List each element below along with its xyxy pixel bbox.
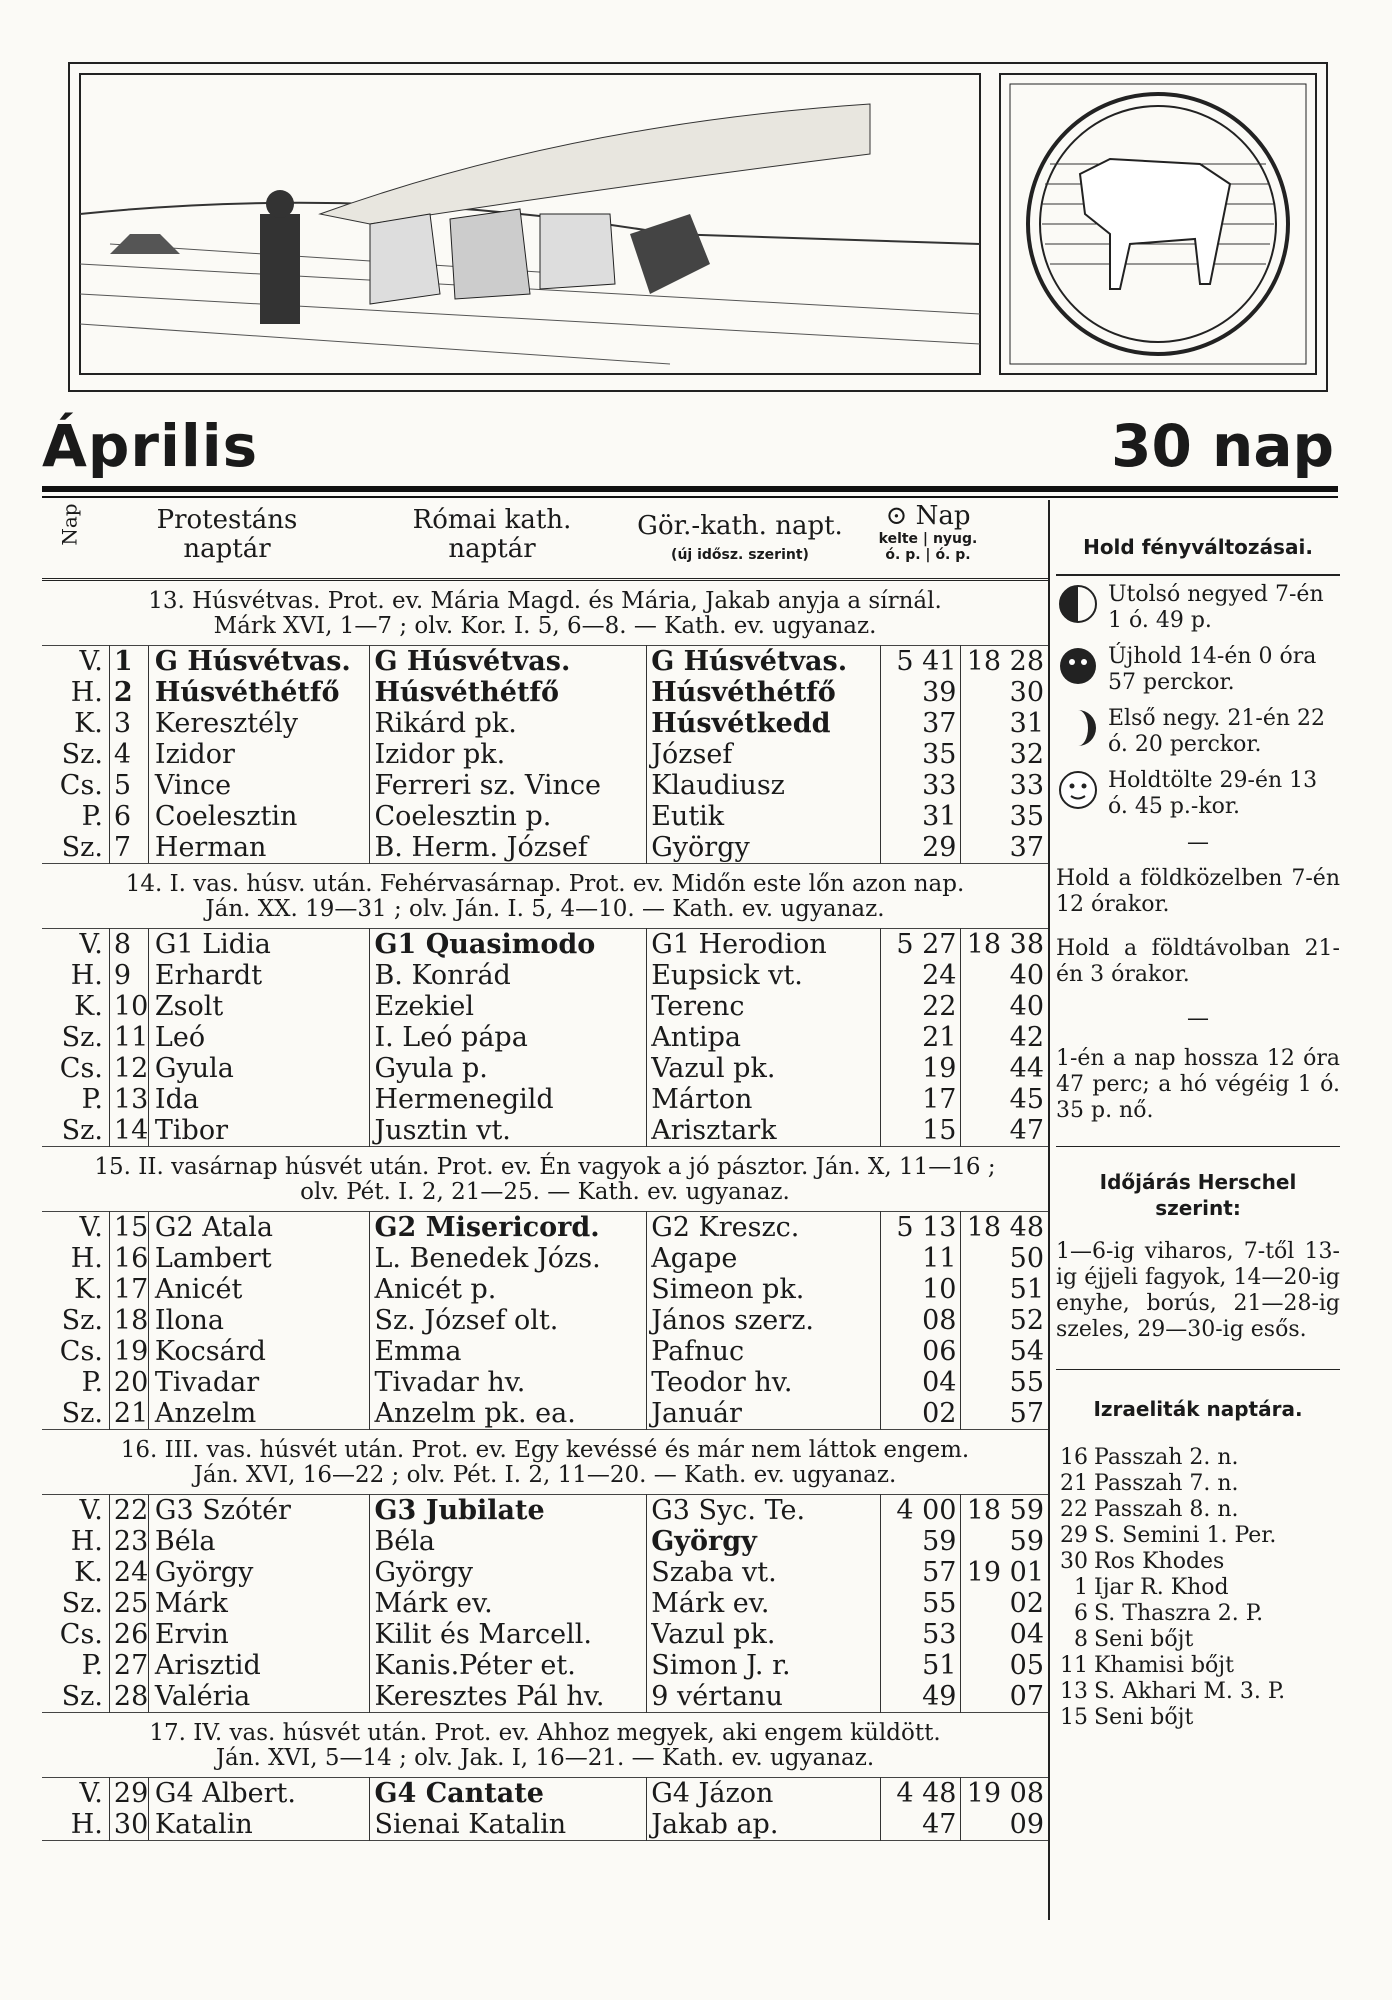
sunrise-cell: 39 xyxy=(881,677,961,708)
gor-cell: G Húsvétvas. xyxy=(647,646,881,678)
sunset-cell: 40 xyxy=(1009,991,1044,1022)
romai-cell: L. Benedek Józs. xyxy=(370,1243,647,1274)
sunset-cell: 40 xyxy=(1009,960,1044,991)
moon-phase-item xyxy=(1056,768,1340,820)
table-row xyxy=(42,1367,1048,1398)
sunset-cell: 51 xyxy=(1009,1274,1044,1305)
week-note: 13. Húsvétvas. Prot. ev. Mária Magd. és Mária, Jakab anyja a sírnál. Márk XVI, 1—7 ; olv. Kor. I. 5, 6—8. — Kath. ev. ugyanaz. xyxy=(148,588,942,639)
sunrise-cell: 22 xyxy=(881,991,961,1022)
sunrise-cell: 37 xyxy=(881,708,961,739)
gor-cell: Vazul pk. xyxy=(647,1053,881,1084)
gor-cell: Szaba vt. xyxy=(647,1557,881,1588)
sunset-cell: 18 59 xyxy=(966,1495,1044,1526)
table-row xyxy=(42,1650,1048,1681)
romai-cell: G2 Misericord. xyxy=(370,1212,647,1244)
weekday-cell: Sz. xyxy=(42,1588,109,1619)
sunrise-cell: 4 00 xyxy=(881,1495,961,1527)
weekday-cell: P. xyxy=(42,1367,109,1398)
sunset-cell: 54 xyxy=(1009,1336,1044,1367)
day-number: 3 xyxy=(114,708,149,739)
romai-header: Római kath. naptár xyxy=(412,505,572,564)
protestans-cell: 18 Ilona xyxy=(109,1305,370,1336)
romai-cell: Coelesztin p. xyxy=(370,801,647,832)
divider xyxy=(42,486,1338,492)
protestans-cell: 14 Tibor xyxy=(109,1115,370,1147)
sunset-cell: 57 xyxy=(1009,1398,1044,1429)
romai-cell: Sz. József olt. xyxy=(370,1305,647,1336)
moon-phases-list xyxy=(1056,582,1340,820)
romai-cell: Emma xyxy=(370,1336,647,1367)
protestans-cell: 25 Márk xyxy=(109,1588,370,1619)
header-illustration xyxy=(68,62,1328,392)
gor-cell: Eupsick vt. xyxy=(647,960,881,991)
protestans-cell: 7 Herman xyxy=(109,832,370,864)
moon-phases-title: Hold fényváltozásai. xyxy=(1083,535,1313,559)
sun-icon: ⊙ xyxy=(885,501,908,531)
table-row xyxy=(42,832,1048,864)
gor-cell: Márton xyxy=(647,1084,881,1115)
moon-phase-text: Utolsó negyed 7-én 1 ó. 49 p. xyxy=(1108,582,1324,633)
romai-cell: Ezekiel xyxy=(370,991,647,1022)
list-item: 21 Passzah 7. n. xyxy=(1060,1471,1239,1496)
table-row xyxy=(42,991,1048,1022)
romai-cell: Jusztin vt. xyxy=(370,1115,647,1147)
week-note: 17. IV. vas. húsvét után. Prot. ev. Ahhoz megyek, aki engem küldött. Ján. XVI, 5—14 ; olv. Jak. I, 16—21. — Kath. ev. ugyanaz. xyxy=(149,1720,941,1771)
weekday-cell: K. xyxy=(42,1274,109,1305)
sunrise-cell: 19 xyxy=(881,1053,961,1084)
day-number: 10 xyxy=(113,991,149,1022)
romai-cell: Keresztes Pál hv. xyxy=(370,1681,647,1713)
izraelita-list xyxy=(1056,1444,1291,1732)
table-row xyxy=(42,1336,1048,1367)
day-number: 7 xyxy=(114,832,149,863)
protestans-cell: 11 Leó xyxy=(109,1022,370,1053)
day-number: 15 xyxy=(113,1212,149,1243)
weekday-cell: K. xyxy=(42,991,109,1022)
table-row xyxy=(42,739,1048,770)
sunrise-cell: 4 48 xyxy=(881,1778,961,1810)
weekday-cell: H. xyxy=(42,1809,109,1841)
day-number: 2 xyxy=(114,677,149,708)
protestans-cell: 2 Húsvéthétfő xyxy=(109,677,370,708)
romai-cell: B. Konrád xyxy=(370,960,647,991)
romai-cell: Tivadar hv. xyxy=(370,1367,647,1398)
table-row xyxy=(42,929,1048,961)
sunrise-cell: 06 xyxy=(881,1336,961,1367)
list-item: 16 Passzah 2. n. xyxy=(1060,1445,1239,1470)
sun-header: ⊙ Nap kelte | nyug. ó. p. | ó. p. xyxy=(878,501,978,563)
sunset-cell: 05 xyxy=(1009,1650,1044,1681)
sunrise-cell: 17 xyxy=(881,1084,961,1115)
sunset-cell: 02 xyxy=(1009,1588,1044,1619)
sunset-cell: 07 xyxy=(1009,1681,1044,1712)
first-quarter-moon-icon xyxy=(1056,706,1100,750)
sunrise-cell: 5 41 xyxy=(881,646,961,678)
weekday-cell: P. xyxy=(42,801,109,832)
apogee-note: Hold a földtávolban 21-én 3 órakor. xyxy=(1056,936,1340,987)
day-number: 25 xyxy=(113,1588,149,1619)
protestans-cell: 9 Erhardt xyxy=(109,960,370,991)
protestans-cell: 8 G1 Lidia xyxy=(109,929,370,961)
weekday-cell: Sz. xyxy=(42,832,109,864)
weather-title: Időjárás Herschel szerint: xyxy=(1099,1170,1297,1220)
day-number: 1 xyxy=(114,646,149,677)
moon-phase-text: Újhold 14-én 0 óra 57 perckor. xyxy=(1108,644,1317,695)
romai-cell: G Húsvétvas. xyxy=(370,646,647,678)
weekday-cell: Cs. xyxy=(42,1053,109,1084)
gor-cell: Simeon pk. xyxy=(647,1274,881,1305)
week-table xyxy=(42,645,1048,864)
gor-cell: Simon J. r. xyxy=(647,1650,881,1681)
list-item: 8 Seni bőjt xyxy=(1074,1627,1194,1652)
week-note: 16. III. vas. húsvét után. Prot. ev. Egy kevéssé és már nem láttok engem. Ján. XVI, 16—22 ; olv. Pét. I. 2, 11—20. — Kath. ev. ugyanaz. xyxy=(120,1437,970,1488)
month-title: Április xyxy=(42,412,259,480)
weekday-cell: H. xyxy=(42,1526,109,1557)
romai-cell: G4 Cantate xyxy=(370,1778,647,1810)
sunset-cell: 19 08 xyxy=(966,1778,1044,1809)
list-item: 30 Ros Khodes xyxy=(1060,1549,1225,1574)
weekday-cell: H. xyxy=(42,960,109,991)
day-number: 29 xyxy=(113,1778,149,1809)
day-number: 27 xyxy=(113,1650,149,1681)
romai-cell: Márk ev. xyxy=(370,1588,647,1619)
sunset-cell: 37 xyxy=(1009,832,1044,863)
sunrise-cell: 51 xyxy=(881,1650,961,1681)
table-row xyxy=(42,1398,1048,1430)
table-row xyxy=(42,1115,1048,1147)
weekday-cell: P. xyxy=(42,1650,109,1681)
protestans-cell: 12 Gyula xyxy=(109,1053,370,1084)
days-count: 30 nap xyxy=(1111,412,1334,480)
sunrise-cell: 59 xyxy=(881,1526,961,1557)
gor-cell: G4 Jázon xyxy=(647,1778,881,1810)
sunrise-cell: 21 xyxy=(881,1022,961,1053)
sunset-cell: 19 01 xyxy=(966,1557,1044,1588)
protestans-cell: 28 Valéria xyxy=(109,1681,370,1713)
sunrise-cell: 02 xyxy=(881,1398,961,1430)
romai-cell: Béla xyxy=(370,1526,647,1557)
table-row xyxy=(42,1681,1048,1713)
romai-cell: Sienai Katalin xyxy=(370,1809,647,1841)
gor-cell: Terenc xyxy=(647,991,881,1022)
sunrise-cell: 5 27 xyxy=(881,929,961,961)
sunrise-cell: 57 xyxy=(881,1557,961,1588)
week-table xyxy=(42,1494,1048,1713)
moon-phase-text: Holdtölte 29-én 13 ó. 45 p.-kor. xyxy=(1108,768,1318,819)
sunset-cell: 18 38 xyxy=(966,929,1044,960)
weekday-cell: Sz. xyxy=(42,1305,109,1336)
sunrise-cell: 08 xyxy=(881,1305,961,1336)
day-number: 23 xyxy=(113,1526,149,1557)
sunrise-cell: 15 xyxy=(881,1115,961,1147)
gor-cell: 9 vértanu xyxy=(647,1681,881,1713)
gor-cell: Január xyxy=(647,1398,881,1430)
gor-cell: Pafnuc xyxy=(647,1336,881,1367)
weekday-cell: Cs. xyxy=(42,770,109,801)
sunset-cell: 50 xyxy=(1009,1243,1044,1274)
protestans-cell: 10 Zsolt xyxy=(109,991,370,1022)
week-note: 14. I. vas. húsv. után. Fehérvasárnap. Prot. ev. Midőn este lőn azon nap. Ján. XX. 19—31 ; olv. Ján. I. 5, 4—10. — Kath. ev. ugyanaz. xyxy=(125,871,965,922)
table-row xyxy=(42,960,1048,991)
romai-cell: György xyxy=(370,1557,647,1588)
sunset-cell: 35 xyxy=(1009,801,1044,832)
day-number: 24 xyxy=(113,1557,149,1588)
sunset-cell: 32 xyxy=(1009,739,1044,770)
sunrise-cell: 11 xyxy=(881,1243,961,1274)
weekday-cell: Sz. xyxy=(42,1022,109,1053)
weekday-cell: Sz. xyxy=(42,1398,109,1430)
day-number: 9 xyxy=(114,960,149,991)
gor-cell: Márk ev. xyxy=(647,1588,881,1619)
table-row xyxy=(42,1243,1048,1274)
sunset-cell: 31 xyxy=(1009,708,1044,739)
nap-header: Nap xyxy=(57,503,82,546)
protestans-cell: 17 Anicét xyxy=(109,1274,370,1305)
sunset-cell: 55 xyxy=(1009,1367,1044,1398)
table-row xyxy=(42,1526,1048,1557)
table-row xyxy=(42,1305,1048,1336)
week-note: 15. II. vasárnap húsvét után. Prot. ev. Én vagyok a jó pásztor. Ján. X, 11—16 ; olv. Pét. I. 2, 21—25. — Kath. ev. ugyanaz. xyxy=(94,1154,996,1205)
plowing-scene-image xyxy=(70,64,1326,390)
sunrise-cell: 35 xyxy=(881,739,961,770)
list-item: 6 S. Thaszra 2. P. xyxy=(1074,1601,1264,1626)
gor-cell: Agape xyxy=(647,1243,881,1274)
romai-cell: Kilit és Marcell. xyxy=(370,1619,647,1650)
weeks-container xyxy=(42,581,1048,1841)
protestans-cell: 19 Kocsárd xyxy=(109,1336,370,1367)
protestans-header: Protestáns naptár xyxy=(156,505,298,564)
table-row xyxy=(42,708,1048,739)
sunset-cell: 18 28 xyxy=(966,646,1044,677)
sunset-cell: 44 xyxy=(1009,1053,1044,1084)
sunset-cell: 45 xyxy=(1009,1084,1044,1115)
day-number: 17 xyxy=(113,1274,149,1305)
weekday-cell: K. xyxy=(42,708,109,739)
gor-cell: G2 Kreszc. xyxy=(647,1212,881,1244)
table-row xyxy=(42,1084,1048,1115)
romai-cell: G3 Jubilate xyxy=(370,1495,647,1527)
sunrise-cell: 10 xyxy=(881,1274,961,1305)
protestans-cell: 5 Vince xyxy=(109,770,370,801)
divider xyxy=(42,496,1338,498)
gor-header: Gör.-kath. napt. (új idősz. szerint) xyxy=(637,511,843,563)
weather-text: 1—6-ig viharos, 7-től 13-ig éjjeli fagyok, 14—20-ig enyhe, borús, 21—28-ig szeles, 29—30-ig esős. xyxy=(1056,1239,1340,1342)
gor-cell: Jakab ap. xyxy=(647,1809,881,1841)
weekday-cell: Sz. xyxy=(42,1115,109,1147)
protestans-cell: 6 Coelesztin xyxy=(109,801,370,832)
romai-cell: Gyula p. xyxy=(370,1053,647,1084)
protestans-cell: 20 Tivadar xyxy=(109,1367,370,1398)
last-quarter-moon-icon xyxy=(1056,582,1100,626)
sunrise-cell: 49 xyxy=(881,1681,961,1713)
weekday-cell: V. xyxy=(42,1778,109,1810)
day-number: 19 xyxy=(113,1336,149,1367)
gor-cell: József xyxy=(647,739,881,770)
sunset-cell: 42 xyxy=(1009,1022,1044,1053)
weekday-cell: Sz. xyxy=(42,1681,109,1713)
gor-cell: Húsvétkedd xyxy=(647,708,881,739)
day-number: 11 xyxy=(113,1022,149,1053)
table-row xyxy=(42,1274,1048,1305)
sunrise-cell: 53 xyxy=(881,1619,961,1650)
table-row xyxy=(42,1022,1048,1053)
day-number: 28 xyxy=(113,1681,149,1712)
list-item: 1 Ijar R. Khod xyxy=(1074,1575,1229,1600)
weekday-cell: Sz. xyxy=(42,739,109,770)
perigee-note: Hold a földközelben 7-én 12 órakor. xyxy=(1056,866,1340,917)
table-row xyxy=(42,1619,1048,1650)
romai-cell: G1 Quasimodo xyxy=(370,929,647,961)
gor-cell: Eutik xyxy=(647,801,881,832)
list-item: 29 S. Semini 1. Per. xyxy=(1060,1523,1277,1548)
day-number: 14 xyxy=(113,1115,149,1146)
gor-cell: Arisztark xyxy=(647,1115,881,1147)
table-row xyxy=(42,1212,1048,1244)
gor-cell: György xyxy=(647,1526,881,1557)
table-row xyxy=(42,1778,1048,1810)
table-row xyxy=(42,1588,1048,1619)
table-row xyxy=(42,677,1048,708)
moon-phase-item xyxy=(1056,706,1340,758)
table-row xyxy=(42,646,1048,678)
weekday-cell: K. xyxy=(42,1557,109,1588)
weekday-cell: V. xyxy=(42,646,109,678)
gor-cell: Klaudiusz xyxy=(647,770,881,801)
sidebar: Hold fényváltozásai. Utolsó negyed 7-én 1 ó. 49 p. Újhold 14-én 0 óra 57 perckor. Első negy. 21-én 22 ó. 20 perckor. Holdtölte 29-én 13 ó. 45 p.-kor. — Hold a földközelben 7-én 12 órakor. Hold a földtávolban 21-én 3 órakor. — 1-én a nap hossza 12 óra 47 perc; a hó végéig 1 ó. 35 p. nő. Időjárás Herschel szerint: 1—6-ig viharos, 7-től 13-ig éjjeli fagyok, 14—20-ig enyhe, borús, 21—28-ig szeles, 29—30-ig esős. Izraeliták naptára. 16 Passzah 2. n. 21 Passzah 7. n. 22 Passzah 8. n. 29 S. Semini 1. Per. 30 Ros Khodes 1 Ijar R. Khod 6 S. Thaszra 2. P. 8 Seni bőjt 11 Khamisi bőjt 13 S. Akhari M. 3. P. 15 Seni bőjt xyxy=(1056,535,1340,1730)
day-number: 5 xyxy=(114,770,149,801)
protestans-cell: 22 G3 Szótér xyxy=(109,1495,370,1527)
izraelita-title: Izraeliták naptára. xyxy=(1093,1397,1303,1421)
sunrise-cell: 47 xyxy=(881,1809,961,1841)
day-number: 20 xyxy=(113,1367,149,1398)
romai-cell: Anzelm pk. ea. xyxy=(370,1398,647,1430)
list-item: 13 S. Akhari M. 3. P. xyxy=(1060,1679,1286,1704)
sunset-cell: 59 xyxy=(1009,1526,1044,1557)
sunset-cell: 04 xyxy=(1009,1619,1044,1650)
gor-cell: Vazul pk. xyxy=(647,1619,881,1650)
list-item: 15 Seni bőjt xyxy=(1060,1705,1194,1730)
day-number: 6 xyxy=(114,801,149,832)
week-table xyxy=(42,1211,1048,1430)
sunset-cell: 52 xyxy=(1009,1305,1044,1336)
table-row xyxy=(42,1053,1048,1084)
sunrise-cell: 04 xyxy=(881,1367,961,1398)
gor-cell: Antipa xyxy=(647,1022,881,1053)
protestans-cell: 21 Anzelm xyxy=(109,1398,370,1430)
weekday-cell: P. xyxy=(42,1084,109,1115)
list-item: 22 Passzah 8. n. xyxy=(1060,1497,1239,1522)
romai-cell: Rikárd pk. xyxy=(370,708,647,739)
protestans-cell: 23 Béla xyxy=(109,1526,370,1557)
romai-cell: Izidor pk. xyxy=(370,739,647,770)
sunrise-cell: 31 xyxy=(881,801,961,832)
week-table xyxy=(42,1777,1048,1841)
sunset-cell: 30 xyxy=(1009,677,1044,708)
weekday-cell: V. xyxy=(42,1212,109,1244)
romai-cell: Kanis.Péter et. xyxy=(370,1650,647,1681)
protestans-cell: 29 G4 Albert. xyxy=(109,1778,370,1810)
protestans-cell: 26 Ervin xyxy=(109,1619,370,1650)
protestans-cell: 1 G Húsvétvas. xyxy=(109,646,370,678)
romai-cell: B. Herm. József xyxy=(370,832,647,864)
protestans-cell: 30 Katalin xyxy=(109,1809,370,1841)
gor-cell: János szerz. xyxy=(647,1305,881,1336)
day-number: 8 xyxy=(114,929,149,960)
romai-cell: Hermenegild xyxy=(370,1084,647,1115)
new-moon-icon xyxy=(1056,644,1100,688)
protestans-cell: 3 Keresztély xyxy=(109,708,370,739)
protestans-cell: 27 Arisztid xyxy=(109,1650,370,1681)
gor-cell: Teodor hv. xyxy=(647,1367,881,1398)
table-row xyxy=(42,801,1048,832)
sunrise-cell: 55 xyxy=(881,1588,961,1619)
sunrise-cell: 24 xyxy=(881,960,961,991)
protestans-cell: 24 György xyxy=(109,1557,370,1588)
protestans-cell: 16 Lambert xyxy=(109,1243,370,1274)
day-number: 26 xyxy=(113,1619,149,1650)
sunrise-cell: 5 13 xyxy=(881,1212,961,1244)
day-number: 30 xyxy=(113,1809,149,1840)
calendar-table xyxy=(42,500,1048,1841)
sunset-cell: 18 48 xyxy=(966,1212,1044,1243)
moon-phase-item xyxy=(1056,644,1340,696)
romai-cell: Húsvéthétfő xyxy=(370,677,647,708)
weekday-cell: Cs. xyxy=(42,1336,109,1367)
sunset-cell: 09 xyxy=(1009,1809,1044,1840)
table-row xyxy=(42,1495,1048,1527)
day-number: 12 xyxy=(113,1053,149,1084)
protestans-cell: 15 G2 Atala xyxy=(109,1212,370,1244)
moon-phase-item xyxy=(1056,582,1340,634)
sunset-cell: 47 xyxy=(1009,1115,1044,1146)
day-number: 18 xyxy=(113,1305,149,1336)
daylength-note: 1-én a nap hossza 12 óra 47 perc; a hó végéig 1 ó. 35 p. nő. xyxy=(1056,1046,1340,1123)
romai-cell: I. Leó pápa xyxy=(370,1022,647,1053)
full-moon-icon xyxy=(1056,768,1100,812)
romai-cell: Anicét p. xyxy=(370,1274,647,1305)
romai-cell: Ferreri sz. Vince xyxy=(370,770,647,801)
divider xyxy=(1048,500,1050,1920)
table-row xyxy=(42,770,1048,801)
table-row xyxy=(42,1557,1048,1588)
day-number: 21 xyxy=(113,1398,149,1429)
list-item: 11 Khamisi bőjt xyxy=(1060,1653,1234,1678)
table-row xyxy=(42,1809,1048,1841)
column-headers xyxy=(42,500,1048,581)
day-number: 13 xyxy=(113,1084,149,1115)
weekday-cell: Cs. xyxy=(42,1619,109,1650)
weekday-cell: H. xyxy=(42,677,109,708)
moon-phase-text: Első negy. 21-én 22 ó. 20 perckor. xyxy=(1108,706,1325,757)
weekday-cell: H. xyxy=(42,1243,109,1274)
day-number: 16 xyxy=(113,1243,149,1274)
protestans-cell: 13 Ida xyxy=(109,1084,370,1115)
gor-cell: G3 Syc. Te. xyxy=(647,1495,881,1527)
weekday-cell: V. xyxy=(42,929,109,961)
gor-cell: G1 Herodion xyxy=(647,929,881,961)
protestans-cell: 4 Izidor xyxy=(109,739,370,770)
week-table xyxy=(42,928,1048,1147)
sunset-cell: 33 xyxy=(1009,770,1044,801)
day-number: 22 xyxy=(113,1495,149,1526)
weekday-cell: V. xyxy=(42,1495,109,1527)
gor-cell: György xyxy=(647,832,881,864)
sunrise-cell: 33 xyxy=(881,770,961,801)
day-number: 4 xyxy=(114,739,149,770)
sunrise-cell: 29 xyxy=(881,832,961,864)
gor-cell: Húsvéthétfő xyxy=(647,677,881,708)
